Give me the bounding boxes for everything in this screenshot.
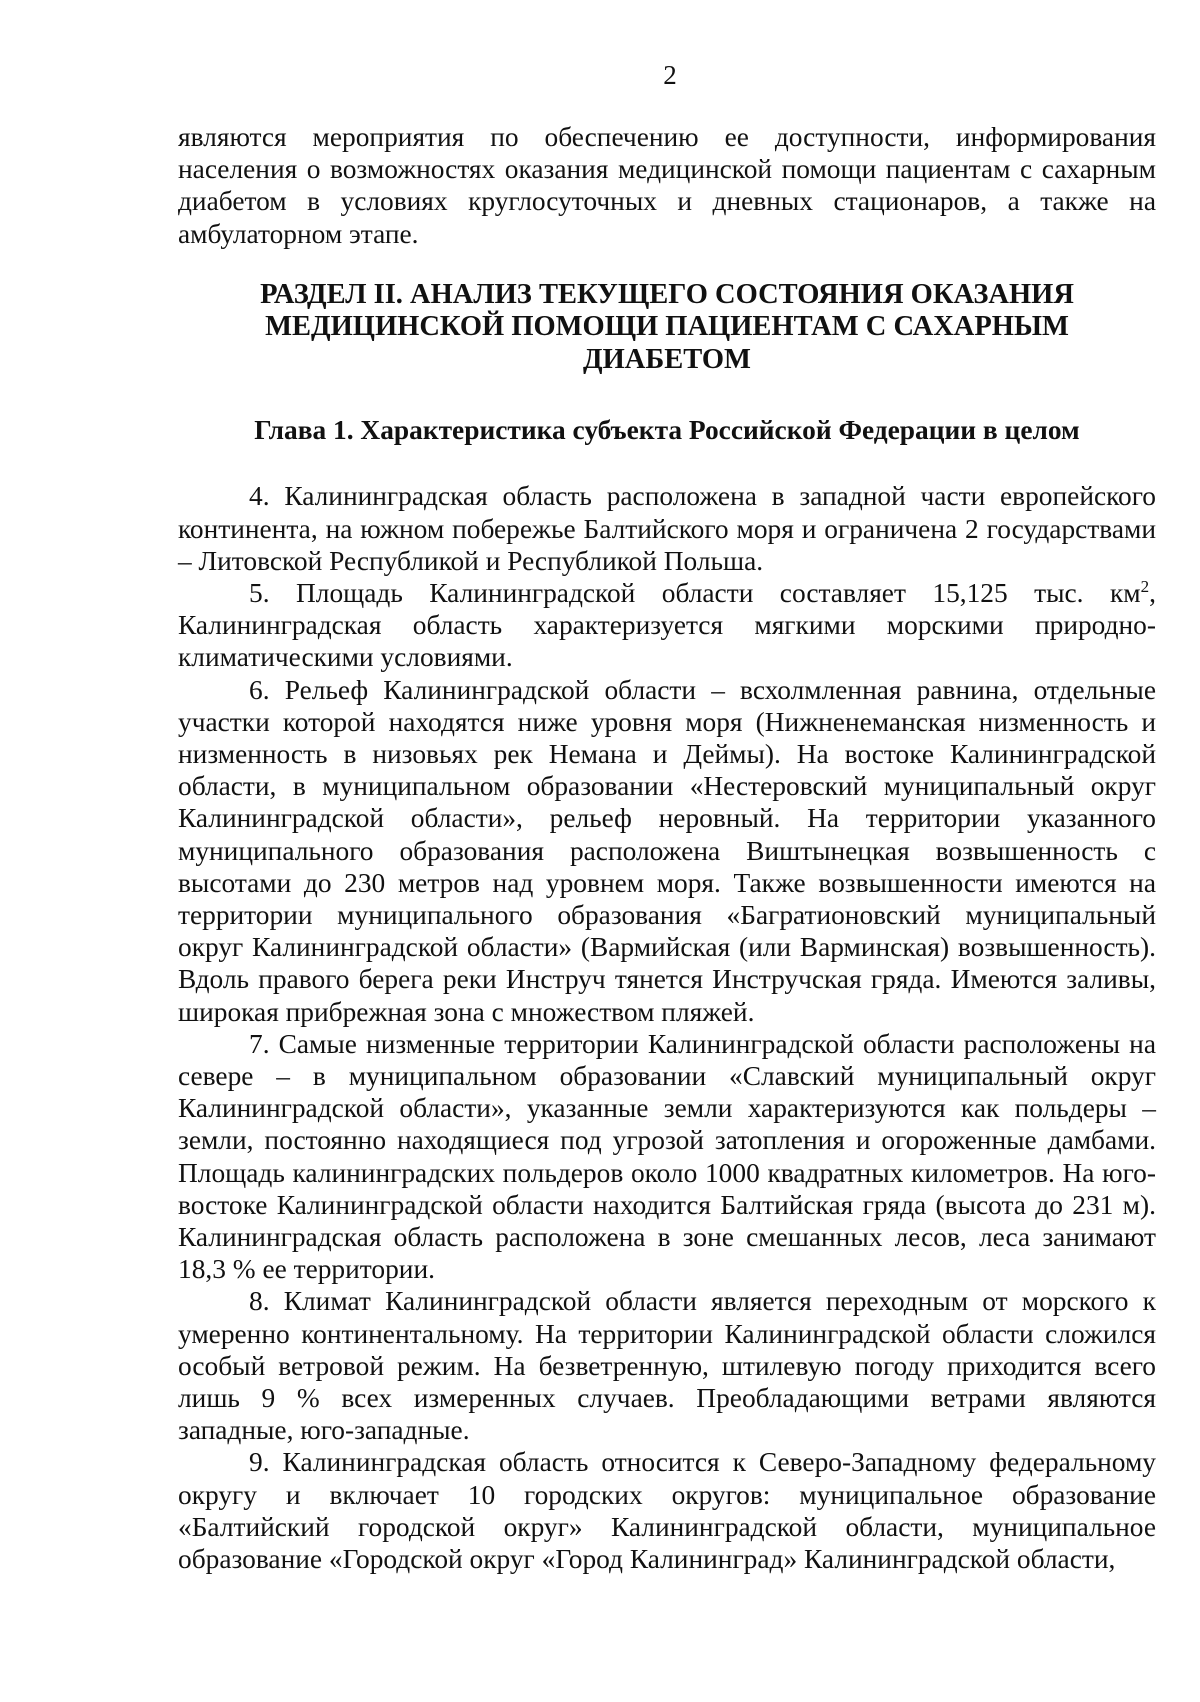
paragraph-4: 4. Калининградская область расположена в западной части европейского континента, на южном побережье Балтийского моря и ограничена 2 государствами – Литовской Республикой и Республикой Польша. <box>178 481 1156 576</box>
paragraph-6: 6. Рельеф Калининградской области – всхолмленная равнина, отдельные участки которой находятся ниже уровня моря (Нижненеманская низменность и низменность в низовьях рек Немана и Деймы). На востоке Калининградской области, в муниципальном образовании «Нестеровский муниципальный округ Калининградской области», рельеф неровный. На территории указанного муниципального образования расположена Виштынецкая возвышенность с высотами до 230 метров над уровнем моря. Также возвышенности имеются на территории муниципального образования «Багратионовский муниципальный округ Калининградской области» (Вармийская (или Варминская) возвышенность). Вдоль правого берега реки Инструч тянется Инстручская гряда. Имеются заливы, широкая прибрежная зона с множеством пляжей. <box>178 674 1156 1027</box>
paragraph-9: 9. Калининградская область относится к Северо-Западному федеральному округу и включает 10 городских округов: муниципальное образование «Балтийский городской округ» Калининградской области, муниципальное образование «Городской округ «Город Калининград» Калининградской области, <box>178 1447 1156 1575</box>
paragraph-5 <box>178 577 1156 674</box>
intro-paragraph: являются мероприятия по обеспечению ее доступности, информирования населения о возможностях оказания медицинской помощи пациентам с сахарным диабетом в условиях круглосуточных и дневных стационаров, а также на амбулаторном этапе. <box>178 122 1156 249</box>
section-title: РАЗДЕЛ II. АНАЛИЗ ТЕКУЩЕГО СОСТОЯНИЯ ОКАЗАНИЯ МЕДИЦИНСКОЙ ПОМОЩИ ПАЦИЕНТАМ С САХАРНЫМ ДИАБЕТОМ <box>260 278 1074 375</box>
paragraph-8: 8. Климат Калининградской области является переходным от морского к умеренно континентальному. На территории Калининградской области сложился особый ветровой режим. На безветренную, штилевую погоду приходится всего лишь 9 % всех измеренных случаев. Преобладающими ветрами являются западные, юго-западные. <box>178 1286 1156 1446</box>
document-body <box>178 121 1156 1575</box>
page-number: 2 <box>663 60 677 90</box>
square-superscript: 2 <box>1140 576 1150 596</box>
paragraph-5-text-end: , Калининградская область характеризуется мягкими морскими природно-климатическими условиями. <box>178 577 1156 673</box>
paragraph-7: 7. Самые низменные территории Калининградской области расположены на севере – в муниципальном образовании «Славский муниципальный округ Калининградской области», указанные земли характеризуются как польдеры – земли, постоянно находящиеся под угрозой затопления и огороженные дамбами. Площадь калининградских польдеров около 1000 квадратных километров. На юго-востоке Калининградской области находится Балтийская гряда (высота до 231 м). Калининградская область расположена в зоне смешанных лесов, леса занимают 18,3 % ее территории. <box>178 1028 1156 1285</box>
paragraph-5-text-start: 5. Площадь Калининградской области составляет 15,125 тыс. км <box>249 577 1141 608</box>
chapter-title: Глава 1. Характеристика субъекта Российской Федерации в целом <box>254 415 1080 446</box>
